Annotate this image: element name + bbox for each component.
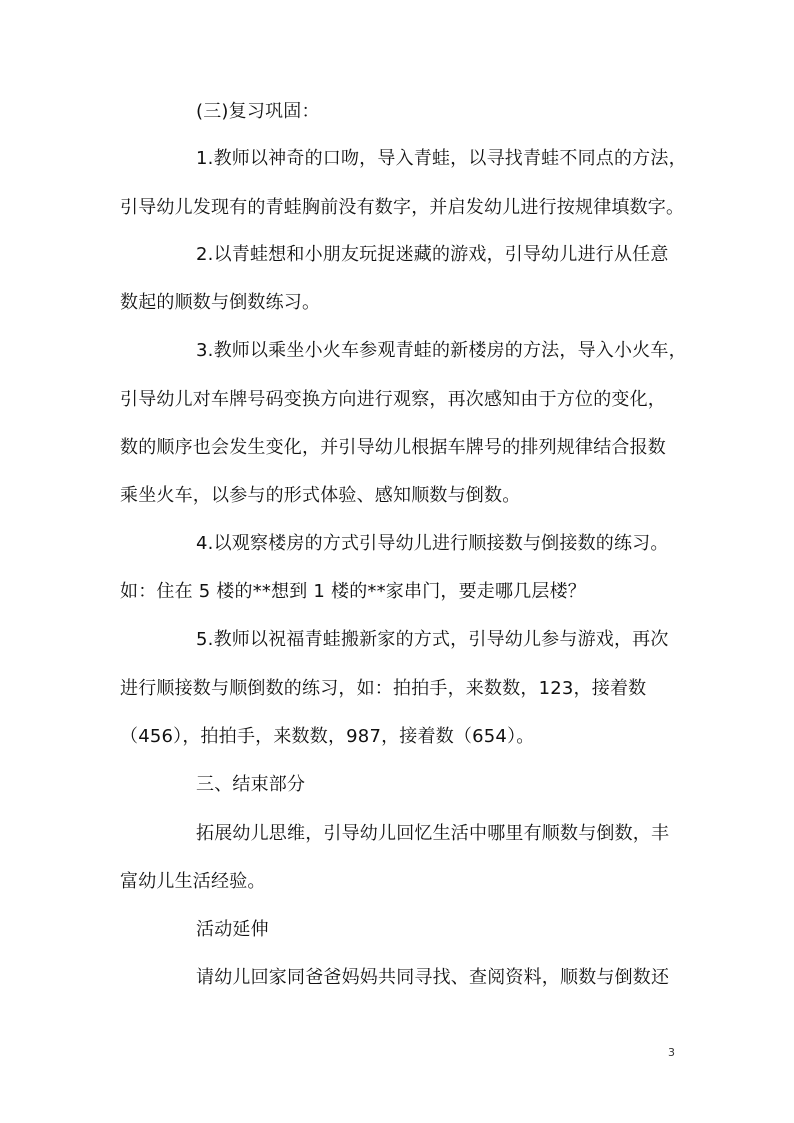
section-heading-extension: 活动延伸 — [196, 919, 269, 940]
paragraph-3-line-3: 数的顺序也会发生变化，并引导幼儿根据车牌号的排列规律结合报数 — [120, 437, 666, 458]
paragraph-7-line-1: 拓展幼儿思维，引导幼儿回忆生活中哪里有顺数与倒数，丰 — [196, 823, 670, 844]
paragraph-3-line-4: 乘坐火车，以参与的形式体验、感知顺数与倒数。 — [120, 485, 521, 506]
paragraph-4-line-2: 如：住在 5 楼的**想到 1 楼的**家串门，要走哪几层楼？ — [120, 581, 586, 602]
paragraph-7-line-2: 富幼儿生活经验。 — [120, 871, 266, 892]
paragraph-2-line-2: 数起的顺数与倒数练习。 — [120, 292, 321, 313]
paragraph-3-line-1: 3.教师以乘坐小火车参观青蛙的新楼房的方法，导入小火车， — [196, 340, 687, 361]
page-number: 3 — [668, 1046, 675, 1059]
paragraph-2-line-1: 2.以青蛙想和小朋友玩捉迷藏的游戏，引导幼儿进行从任意 — [196, 244, 669, 265]
section-heading-review: (三)复习巩固： — [196, 101, 320, 122]
paragraph-1-line-2: 引导幼儿发现有的青蛙胸前没有数字，并启发幼儿进行按规律填数字。 — [120, 197, 685, 218]
paragraph-5-line-2: 进行顺接数与顺倒数的练习，如：拍拍手，来数数，123，接着数 — [120, 678, 647, 699]
paragraph-4-line-1: 4.以观察楼房的方式引导幼儿进行顺接数与倒接数的练习。 — [196, 533, 669, 554]
paragraph-3-line-2: 引导幼儿对车牌号码变换方向进行观察，再次感知由于方位的变化， — [120, 389, 666, 410]
paragraph-5-line-3: （456），拍拍手，来数数，987，接着数（654）。 — [120, 726, 535, 747]
paragraph-1-line-1: 1.教师以神奇的口吻，导入青蛙，以寻找青蛙不同点的方法， — [196, 148, 687, 169]
paragraph-5-line-1: 5.教师以祝福青蛙搬新家的方式，引导幼儿参与游戏，再次 — [196, 629, 669, 650]
section-heading-ending: 三、结束部分 — [196, 774, 306, 795]
paragraph-9-line-1: 请幼儿回家同爸爸妈妈共同寻找、查阅资料，顺数与倒数还 — [196, 967, 670, 988]
